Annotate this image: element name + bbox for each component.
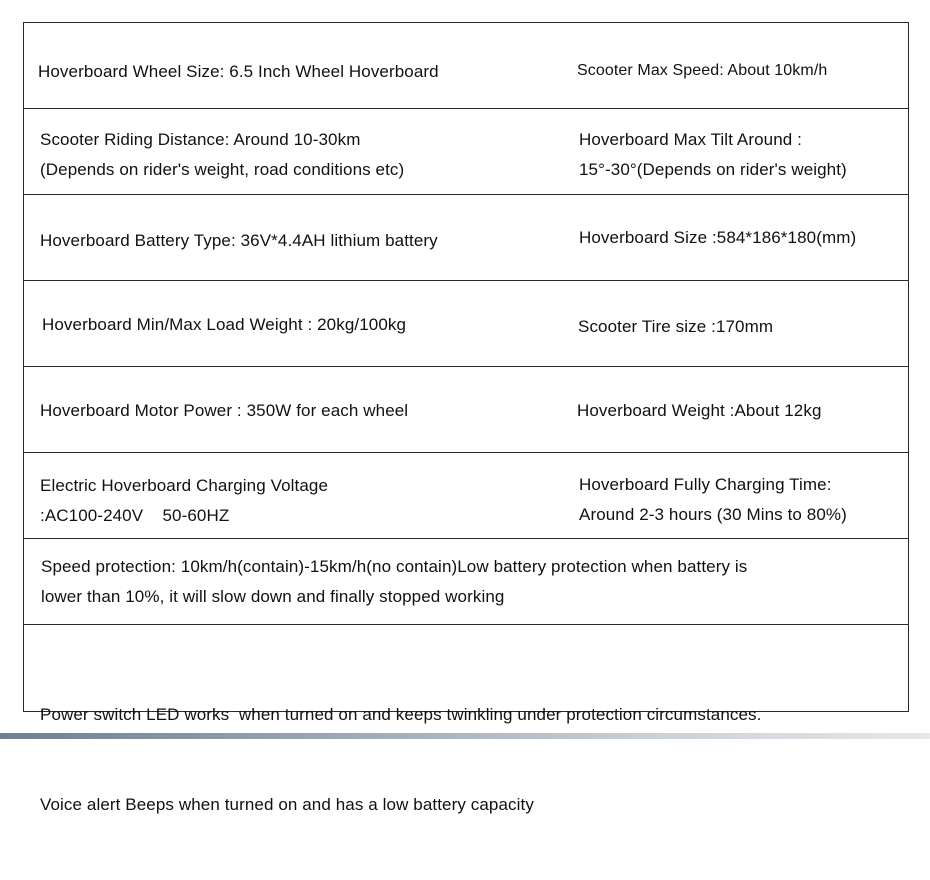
spec-charging-time xyxy=(579,470,847,530)
spec-text: lower than 10%, it will slow down and finally stopped working xyxy=(41,587,505,606)
spec-row-battery xyxy=(24,195,908,281)
spec-row-wheel-size xyxy=(24,23,908,109)
spec-text: (Depends on rider's weight, road conditions etc) xyxy=(40,160,405,179)
spec-text: Hoverboard Max Tilt Around : xyxy=(579,130,802,149)
spec-row-charging xyxy=(24,453,908,539)
spec-text: Speed protection: 10km/h(contain)-15km/h(no contain)Low battery protection when battery is xyxy=(41,557,748,576)
spec-max-tilt xyxy=(579,125,847,185)
spec-text: Scooter Max Speed: About 10km/h xyxy=(577,62,828,79)
spec-size xyxy=(579,223,856,253)
spec-text: Hoverboard Wheel Size: 6.5 Inch Wheel Hoverboard xyxy=(38,62,439,81)
spec-text: Around 2-3 hours (30 Mins to 80%) xyxy=(579,505,847,524)
spec-riding-distance xyxy=(40,125,404,185)
spec-text: Voice alert Beeps when turned on and has a low battery capacity xyxy=(40,795,534,814)
spec-charging-voltage xyxy=(40,471,328,531)
spec-wheel-size xyxy=(38,57,439,87)
spec-row-riding-distance xyxy=(24,109,908,195)
spec-battery-type xyxy=(40,226,438,256)
spec-text: Hoverboard Min/Max Load Weight : 20kg/100kg xyxy=(42,315,407,334)
spec-text: Hoverboard Weight :About 12kg xyxy=(577,401,822,420)
spec-row-motor-power xyxy=(24,367,908,453)
spec-text: Scooter Riding Distance: Around 10-30km xyxy=(40,130,361,149)
spec-text: Hoverboard Motor Power : 350W for each wheel xyxy=(40,401,409,420)
spec-text: Hoverboard Size :584*186*180(mm) xyxy=(579,228,857,247)
spec-speed-protection xyxy=(41,552,747,612)
spec-text: Scooter Tire size :170mm xyxy=(578,317,774,336)
spec-table xyxy=(23,22,909,814)
spec-tire-size xyxy=(578,312,773,342)
spec-text: 15°-30°(Depends on rider's weight) xyxy=(579,160,847,179)
spec-text: Electric Hoverboard Charging Voltage xyxy=(40,476,329,495)
spec-text: Hoverboard Fully Charging Time: xyxy=(579,475,832,494)
spec-motor-power xyxy=(40,396,408,426)
spec-row-load-weight xyxy=(24,281,908,367)
spec-text: Hoverboard Battery Type: 36V*4.4AH lithium battery xyxy=(40,231,438,250)
spec-load-weight xyxy=(42,310,406,340)
bottom-decorative-bar xyxy=(0,733,930,739)
spec-row-led-alert xyxy=(24,625,908,814)
spec-max-speed xyxy=(577,56,827,86)
spec-row-speed-protection xyxy=(24,539,908,625)
spec-weight xyxy=(577,396,822,426)
spec-text: :AC100-240V 50-60HZ xyxy=(40,506,230,525)
spec-text: Power switch LED works when turned on and keeps twinkling under protection circumstances. xyxy=(40,705,762,724)
spec-led-alert xyxy=(40,640,761,880)
